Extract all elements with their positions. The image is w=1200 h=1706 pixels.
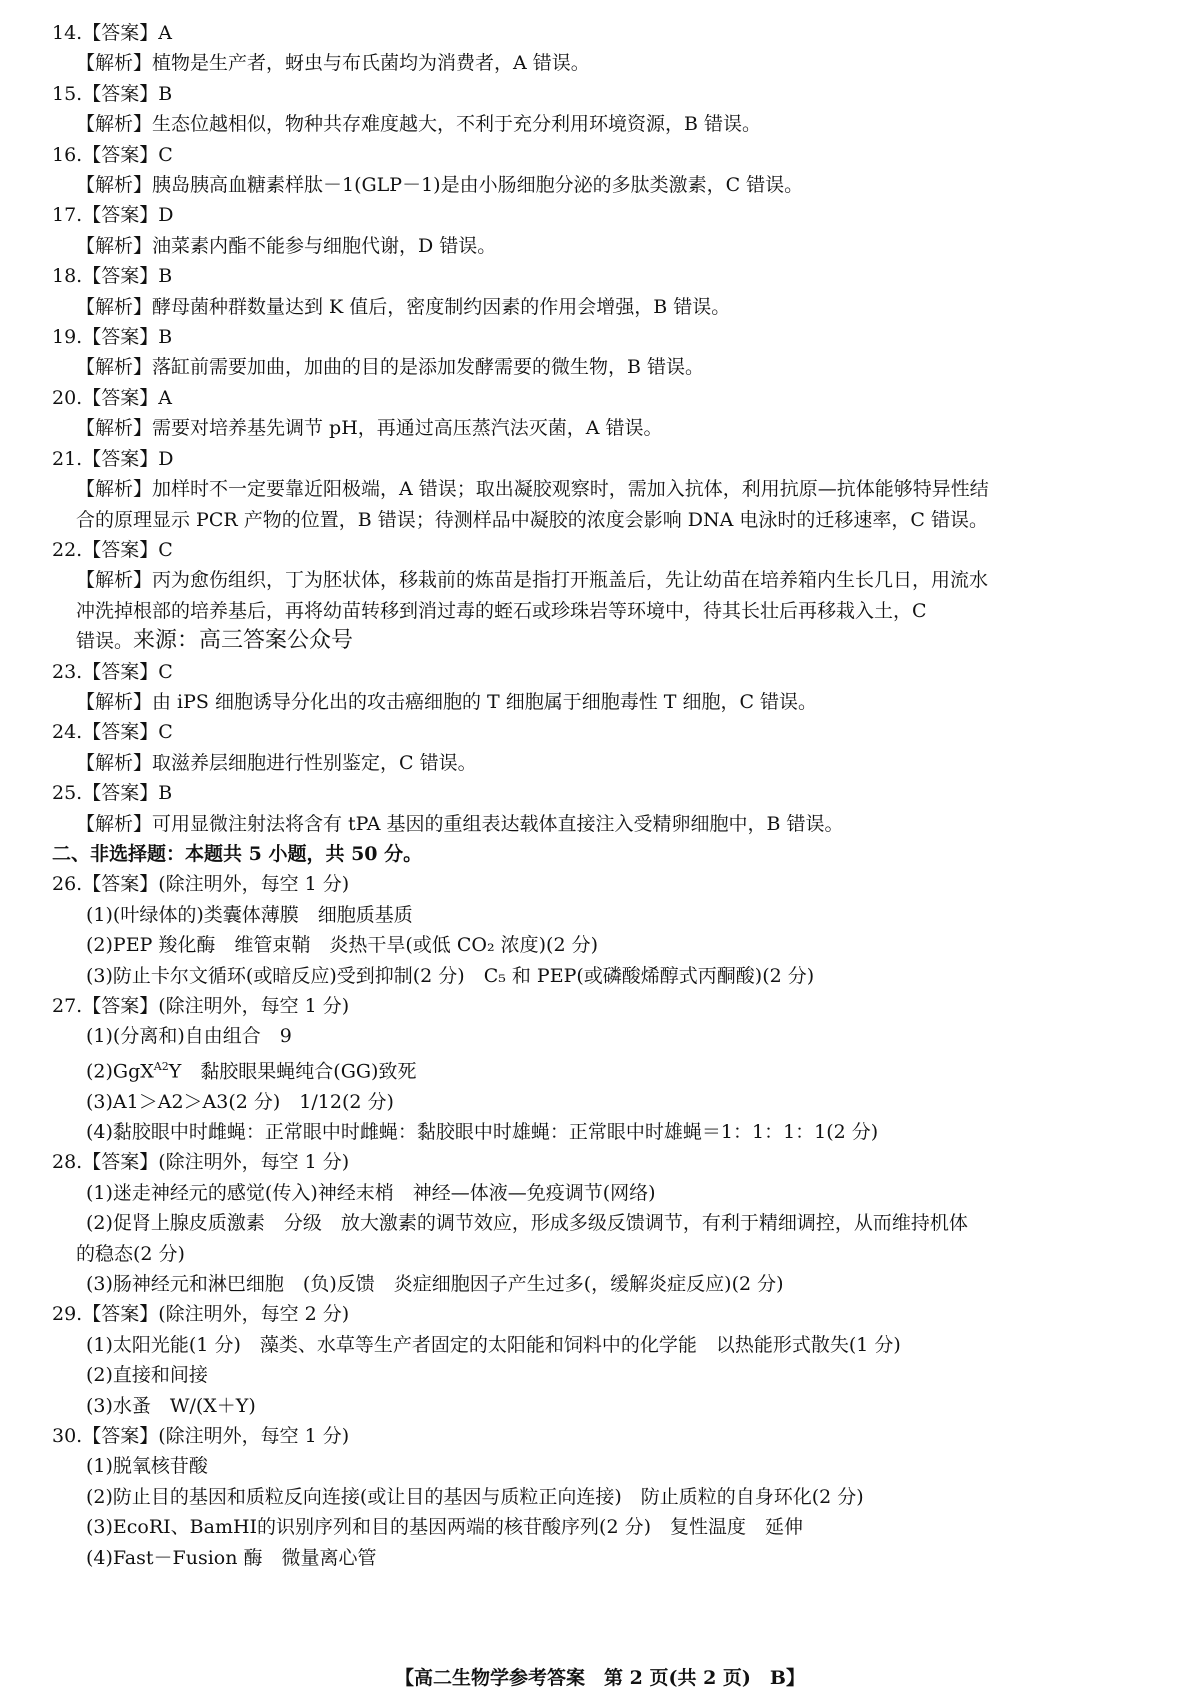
answer-27-part2-sup: A2 (153, 1059, 169, 1073)
answer-28-part2: (2)促肾上腺皮质激素 分级 放大激素的调节效应，形成多级反馈调节，有利于精细调控，从而维持机体 (86, 1212, 968, 1235)
answer-29-part1: (1)太阳光能(1 分) 藻类、水草等生产者固定的太阳能和饲料中的化学能 以热能形式散失(1 分) (86, 1333, 901, 1356)
answer-content (52, 18, 1162, 1573)
answer-30: 30.【答案】(除注明外，每空 1 分) (52, 1425, 350, 1448)
answer-27-part3: (3)A1＞A2＞A3(2 分) 1/12(2 分) (86, 1090, 394, 1113)
answer-17: 17.【答案】D (52, 204, 174, 227)
answer-27-part2-b: Y 黏胶眼果蝇纯合(GG)致死 (168, 1060, 417, 1083)
answer-29-part2: (2)直接和间接 (86, 1364, 208, 1387)
explanation-14: 【解析】植物是生产者，蚜虫与布氏菌均为消费者，A 错误。 (76, 52, 590, 75)
answer-28: 28.【答案】(除注明外，每空 1 分) (52, 1151, 350, 1174)
explanation-21-line2: 合的原理显示 PCR 产物的位置，B 错误；待测样品中凝胶的浓度会影响 DNA 电泳时的迁移速率，C 错误。 (76, 508, 988, 531)
answer-27-part2 (52, 1052, 1162, 1087)
answer-29: 29.【答案】(除注明外，每空 2 分) (52, 1303, 350, 1326)
answer-28-part1: (1)迷走神经元的感觉(传入)神经末梢 神经—体液—免疫调节(网络) (86, 1181, 656, 1204)
explanation-15: 【解析】生态位越相似，物种共存难度越大，不利于充分利用环境资源，B 错误。 (76, 113, 762, 136)
source-watermark: 来源：高三答案公众号 (133, 628, 354, 654)
explanation-22-tail: 错误。 (76, 630, 134, 653)
explanation-19: 【解析】落缸前需要加曲，加曲的目的是添加发酵需要的微生物，B 错误。 (76, 356, 705, 379)
explanation-18: 【解析】酵母菌种群数量达到 K 值后，密度制约因素的作用会增强，B 错误。 (76, 295, 731, 318)
answer-28-part2-cont: 的稳态(2 分) (76, 1242, 185, 1265)
explanation-22-line2: 冲洗掉根部的培养基后，再将幼苗转移到消过毒的蛭石或珍珠岩等环境中，待其长壮后再移栽入土，C (76, 599, 927, 622)
section-heading-nonchoice: 二、非选择题：本题共 5 小题，共 50 分。 (52, 842, 423, 865)
explanation-24: 【解析】取滋养层细胞进行性别鉴定，C 错误。 (76, 751, 477, 774)
answer-30-part4: (4)Fast－Fusion 酶 微量离心管 (86, 1546, 377, 1569)
explanation-20: 【解析】需要对培养基先调节 pH，再通过高压蒸汽法灭菌，A 错误。 (76, 417, 663, 440)
answer-27-part2-a: (2)GgX (86, 1060, 154, 1083)
explanation-25: 【解析】可用显微注射法将含有 tPA 基因的重组表达载体直接注入受精卵细胞中，B 错误。 (76, 812, 844, 835)
explanation-23: 【解析】由 iPS 细胞诱导分化出的攻击癌细胞的 T 细胞属于细胞毒性 T 细胞，C 错误。 (76, 690, 818, 713)
answer-27: 27.【答案】(除注明外，每空 1 分) (52, 995, 350, 1017)
explanation-16: 【解析】胰岛胰高血糖素样肽－1(GLP－1)是由小肠细胞分泌的多肽类激素，C 错误。 (76, 174, 804, 197)
explanation-22-line1: 【解析】丙为愈伤组织，丁为胚状体，移栽前的炼苗是指打开瓶盖后，先让幼苗在培养箱内生长几日，用流水 (76, 569, 989, 592)
answer-27-part1: (1)(分离和)自由组合 9 (86, 1025, 292, 1048)
answer-30-part2: (2)防止目的基因和质粒反向连接(或让目的基因与质粒正向连接) 防止质粒的自身环化(2 分) (86, 1485, 864, 1508)
answer-15: 15.【答案】B (52, 82, 173, 105)
page-footer: 【高二生物学参考答案 第 2 页(共 2 页) B】 (395, 1667, 805, 1689)
answer-19: 19.【答案】B (52, 326, 173, 349)
answer-30-part1: (1)脱氧核苷酸 (86, 1455, 208, 1478)
explanation-21-line1: 【解析】加样时不一定要靠近阳极端，A 错误；取出凝胶观察时，需加入抗体，利用抗原—抗体能够特异性结 (76, 478, 989, 501)
answer-24: 24.【答案】C (52, 721, 173, 744)
answer-14: 14.【答案】A (52, 22, 172, 44)
answer-26-part1: (1)(叶绿体的)类囊体薄膜 细胞质基质 (86, 903, 413, 926)
answer-23: 23.【答案】C (52, 660, 173, 683)
explanation-22-line3 (52, 626, 1162, 656)
answer-21: 21.【答案】D (52, 447, 174, 470)
answer-26-part2: (2)PEP 羧化酶 维管束鞘 炎热干旱(或低 CO₂ 浓度)(2 分) (86, 934, 598, 957)
answer-28-part3: (3)肠神经元和淋巴细胞 (负)反馈 炎症细胞因子产生过多(，缓解炎症反应)(2 分) (86, 1272, 784, 1295)
answer-22: 22.【答案】C (52, 538, 173, 561)
answer-20: 20.【答案】A (52, 386, 172, 409)
answer-16: 16.【答案】C (52, 143, 173, 166)
answer-30-part3: (3)EcoRⅠ、BamHⅠ的识别序列和目的基因两端的核苷酸序列(2 分) 复性温度 延伸 (86, 1516, 804, 1539)
answer-18: 18.【答案】B (52, 265, 173, 288)
answer-26: 26.【答案】(除注明外，每空 1 分) (52, 873, 350, 896)
answer-27-part4: (4)黏胶眼中时雌蝇：正常眼中时雌蝇：黏胶眼中时雄蝇：正常眼中时雄蝇＝1：1：1：1(2 分) (86, 1120, 879, 1143)
explanation-17: 【解析】油菜素内酯不能参与细胞代谢，D 错误。 (76, 234, 497, 257)
answer-26-part3: (3)防止卡尔文循环(或暗反应)受到抑制(2 分) C₅ 和 PEP(或磷酸烯醇式丙酮酸)(2 分) (86, 964, 815, 987)
answer-29-part3: (3)水蚤 W/(X＋Y) (86, 1394, 256, 1417)
answer-25: 25.【答案】B (52, 782, 173, 805)
